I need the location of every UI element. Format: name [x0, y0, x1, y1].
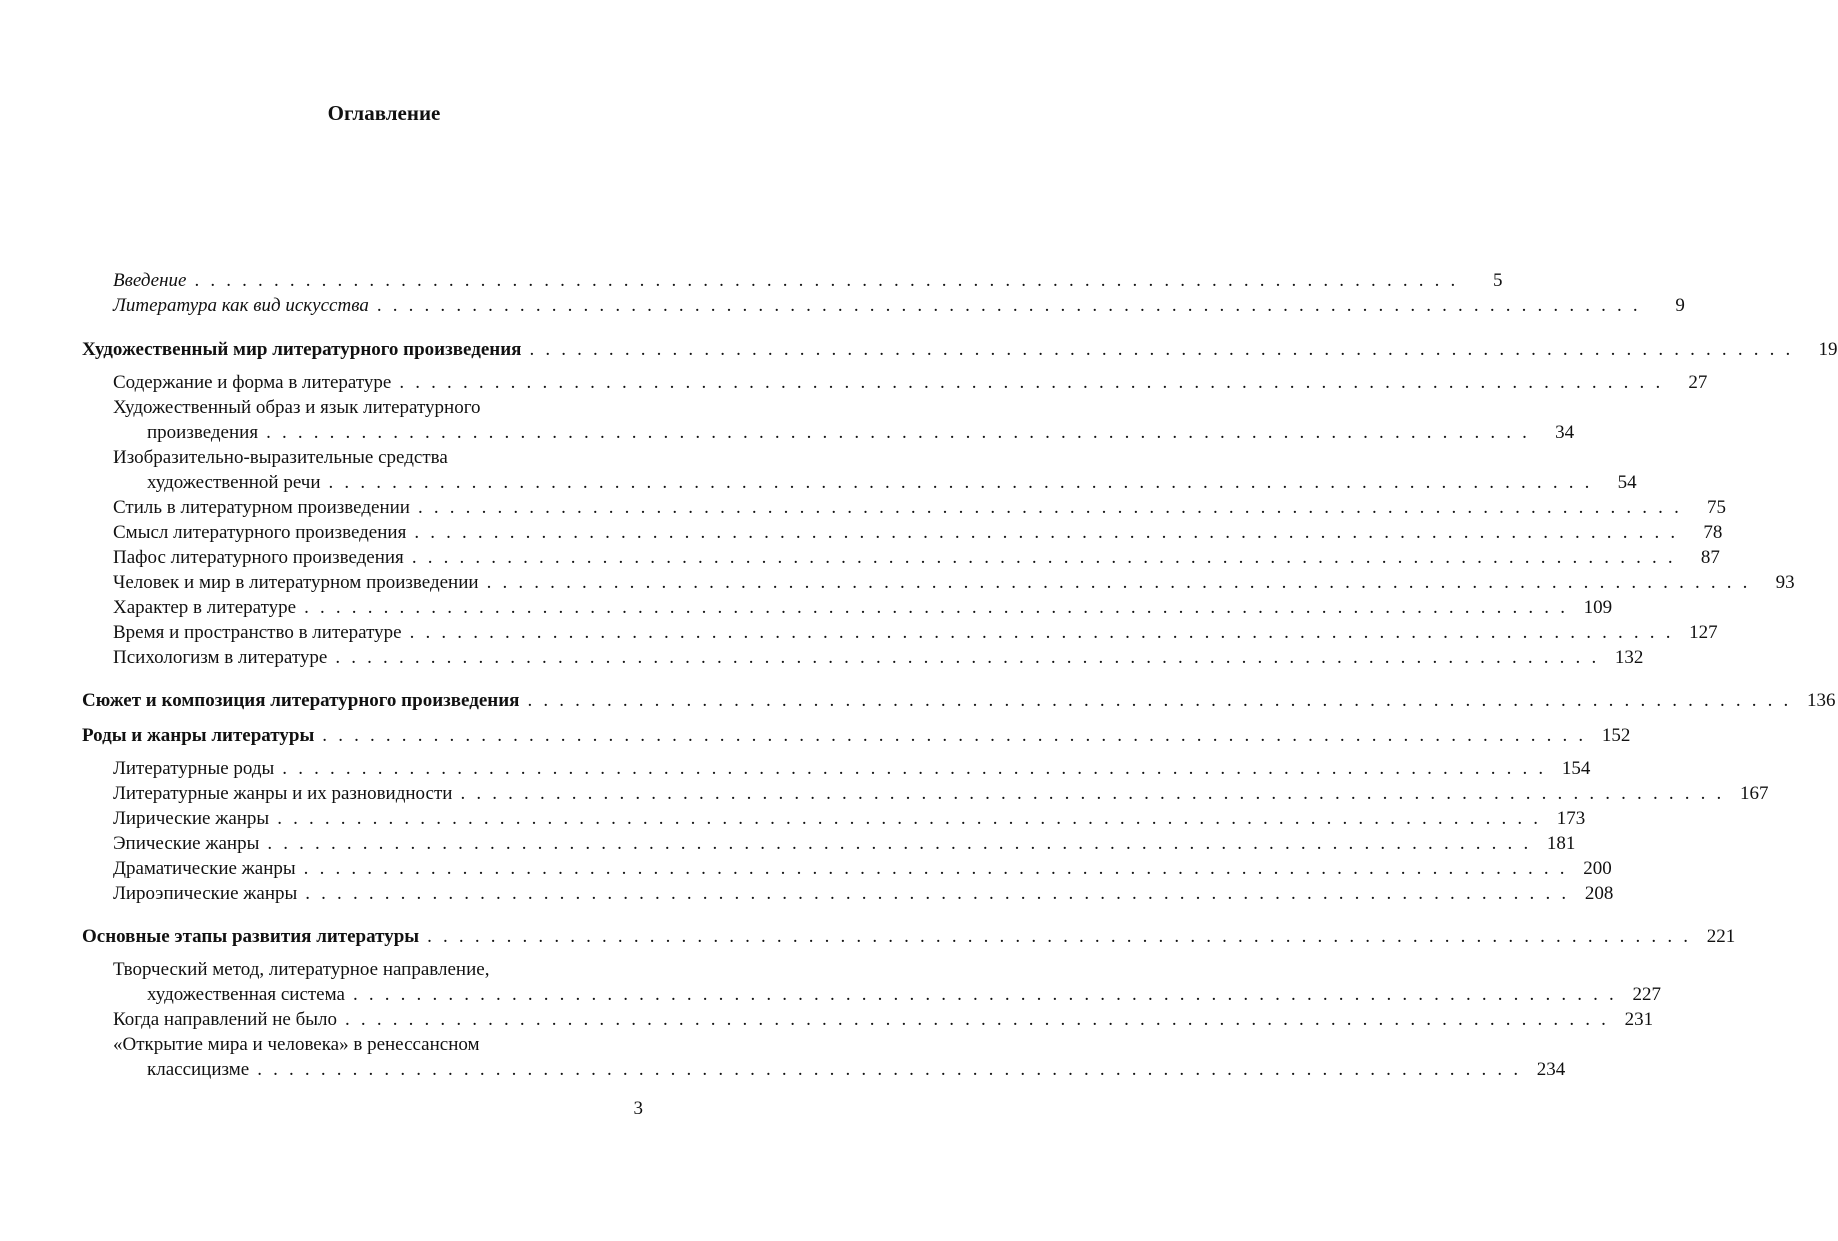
dot-leader: . . . . . . . . . . . . . . . . . . . . . . . . . . . . . . . . . . . . . . . . . . . . . . . . . . . . . . . . . . . . . . . . . . . . . . . . . . . . . . . . — [335, 647, 1600, 668]
toc-entry-page: 181 — [1546, 833, 1576, 854]
toc-entry-page: 34 — [1555, 422, 1575, 443]
toc-entry-title: Литературные жанры и их разновидности — [113, 783, 453, 804]
dot-leader: . . . . . . . . . . . . . . . . . . . . . . . . . . . . . . . . . . . . . . . . . . . . . . . . . . . . . . . . . . . . . . . . . . . . . . . . . . . . . . . . — [352, 984, 1618, 1005]
toc-entry-title: Смысл литературного произведения — [113, 522, 407, 543]
toc-entry-title: Содержание и форма в литературе — [113, 372, 392, 393]
toc-entry-page: 109 — [1583, 597, 1613, 618]
toc-entry-page: 200 — [1583, 858, 1612, 879]
toc-entry-page: 54 — [1617, 472, 1637, 493]
dot-leader: . . . . . . . . . . . . . . . . . . . . . . . . . . . . . . . . . . . . . . . . . . . . . . . . . . . . . . . . . . . . . . . . . . . . . . . . . . . . . . . . — [527, 690, 1792, 711]
toc-entry-page: 127 — [1689, 622, 1718, 643]
toc-entry-title: Лироэпические жанры — [113, 883, 298, 904]
dot-leader: . . . . . . . . . . . . . . . . . . . . . . . . . . . . . . . . . . . . . . . . . . . . . . . . . . . . . . . . . . . . . . . . . . . . . . . . . . . . . . . . — [417, 497, 1683, 518]
toc-entry-title: Основные этапы развития литературы — [82, 926, 420, 947]
toc-entry-title: Пафос литературного произведения — [113, 547, 404, 568]
toc-entry-page: 78 — [1703, 522, 1723, 543]
toc-entry-title: Введение — [113, 270, 187, 291]
toc-entry-title: Творческий метод, литературное направление, — [113, 959, 490, 980]
dot-leader: . . . . . . . . . . . . . . . . . . . . . . . . . . . . . . . . . . . . . . . . . . . . . . . . . . . . . . . . . . . . . . . . . . . . . . . . . . . . . . . . — [322, 725, 1587, 746]
toc-entry-page: 227 — [1632, 984, 1662, 1005]
page-title: Оглавление — [327, 101, 441, 125]
dot-leader: . . . . . . . . . . . . . . . . . . . . . . . . . . . . . . . . . . . . . . . . . . . . . . . . . . . . . . . . . . . . . . . . . . . . . . . . . . . . . . . . — [266, 422, 1531, 443]
toc-entry-page: 136 — [1807, 690, 1836, 711]
toc-entry-page: 5 — [1493, 270, 1503, 291]
toc-entry-title: Психологизм в литературе — [113, 647, 328, 668]
dot-leader: . . . . . . . . . . . . . . . . . . . . . . . . . . . . . . . . . . . . . . . . . . . . . . . . . . . . . . . . . . . . . . . . . . . . . . . . . . . . . . . . — [304, 597, 1569, 618]
toc-entry-page: 75 — [1707, 497, 1727, 518]
toc-entry-title: Изобразительно-выразительные средства — [113, 447, 448, 468]
dot-leader: . . . . . . . . . . . . . . . . . . . . . . . . . . . . . . . . . . . . . . . . . . . . . . . . . . . . . . . . . . . . . . . . . . . . . . . . . . . . . . . . — [486, 572, 1751, 593]
toc-entry-title: Эпические жанры — [113, 833, 260, 854]
toc-entry-title: Сюжет и композиция литературного произведения — [82, 690, 520, 711]
dot-leader: . . . . . . . . . . . . . . . . . . . . . . . . . . . . . . . . . . . . . . . . . . . . . . . . . . . . . . . . . . . . . . . . . . . . . . . . . . . . . . . . — [257, 1059, 1522, 1080]
dot-leader: . . . . . . . . . . . . . . . . . . . . . . . . . . . . . . . . . . . . . . . . . . . . . . . . . . . . . . . . . . . . . . . . . . . . . . . . . . . . . . . . — [305, 883, 1570, 904]
dot-leader: . . . . . . . . . . . . . . . . . . . . . . . . . . . . . . . . . . . . . . . . . . . . . . . . . . . . . . . . . . . . . . . . . . . . . . . . . . . . . . . . — [411, 547, 1676, 568]
toc-entry-page: 221 — [1706, 926, 1736, 947]
toc-entry-title: Когда направлений не было — [113, 1009, 338, 1030]
toc-entry-page: 234 — [1536, 1059, 1566, 1080]
toc-entry-page: 154 — [1561, 758, 1591, 779]
dot-leader: . . . . . . . . . . . . . . . . . . . . . . . . . . . . . . . . . . . . . . . . . . . . . . . . . . . . . . . . . . . . . . . . . . . . . . . . . . . . . . . . — [328, 472, 1593, 493]
dot-leader: . . . . . . . . . . . . . . . . . . . . . . . . . . . . . . . . . . . . . . . . . . . . . . . . . . . . . . . . . . . . . . . . . . . . . . . . . . . . . . . . — [460, 783, 1725, 804]
toc-entry-title: Художественный мир литературного произведения — [82, 339, 522, 360]
toc-entry-title: Литературные роды — [113, 758, 275, 779]
toc-entry-title: Драматические жанры — [113, 858, 296, 879]
toc-entry-title: Лирические жанры — [113, 808, 270, 829]
dot-leader: . . . . . . . . . . . . . . . . . . . . . . . . . . . . . . . . . . . . . . . . . . . . . . . . . . . . . . . . . . . . . . . . . . . . . . . . . . . . . . . . — [376, 295, 1641, 316]
dot-leader: . . . . . . . . . . . . . . . . . . . . . . . . . . . . . . . . . . . . . . . . . . . . . . . . . . . . . . . . . . . . . . . . . . . . . . . . . . . . . . . . — [409, 622, 1674, 643]
dot-leader: . . . . . . . . . . . . . . . . . . . . . . . . . . . . . . . . . . . . . . . . . . . . . . . . . . . . . . . . . . . . . . . . . . . . . . . . . . . . . . . . — [194, 270, 1459, 291]
toc-entry-title: художественная система — [147, 984, 345, 1005]
dot-leader: . . . . . . . . . . . . . . . . . . . . . . . . . . . . . . . . . . . . . . . . . . . . . . . . . . . . . . . . . . . . . . . . . . . . . . . . . . . . . . . . — [414, 522, 1679, 543]
dot-leader: . . . . . . . . . . . . . . . . . . . . . . . . . . . . . . . . . . . . . . . . . . . . . . . . . . . . . . . . . . . . . . . . . . . . . . . . . . . . . . . . — [282, 758, 1547, 779]
toc-entry-title: художественной речи — [147, 472, 321, 493]
toc-entry-page: 208 — [1584, 883, 1614, 904]
toc-entry-page: 27 — [1688, 372, 1708, 393]
toc-entry-title: классицизме — [147, 1059, 250, 1080]
toc-entry-page: 93 — [1775, 572, 1795, 593]
toc-entry-title: Литература как вид искусства — [113, 295, 369, 316]
dot-leader: . . . . . . . . . . . . . . . . . . . . . . . . . . . . . . . . . . . . . . . . . . . . . . . . . . . . . . . . . . . . . . . . . . . . . . . . . . . . . . . . — [303, 858, 1568, 879]
toc-entry-page: 87 — [1700, 547, 1720, 568]
dot-leader: . . . . . . . . . . . . . . . . . . . . . . . . . . . . . . . . . . . . . . . . . . . . . . . . . . . . . . . . . . . . . . . . . . . . . . . . . . . . . . . . — [529, 339, 1794, 360]
toc-entry-title: Роды и жанры литературы — [82, 725, 315, 746]
dot-leader: . . . . . . . . . . . . . . . . . . . . . . . . . . . . . . . . . . . . . . . . . . . . . . . . . . . . . . . . . . . . . . . . . . . . . . . . . . . . . . . . — [427, 926, 1692, 947]
dot-leader: . . . . . . . . . . . . . . . . . . . . . . . . . . . . . . . . . . . . . . . . . . . . . . . . . . . . . . . . . . . . . . . . . . . . . . . . . . . . . . . . — [399, 372, 1664, 393]
toc-entry-page: 19 — [1818, 339, 1838, 360]
toc-entry-page: 132 — [1614, 647, 1644, 668]
toc-entry-title: Время и пространство в литературе — [113, 622, 402, 643]
toc-entry-title: произведения — [147, 422, 259, 443]
toc-entry-title: «Открытие мира и человека» в ренессансном — [113, 1034, 480, 1055]
toc-entry-page: 9 — [1675, 295, 1685, 316]
dot-leader: . . . . . . . . . . . . . . . . . . . . . . . . . . . . . . . . . . . . . . . . . . . . . . . . . . . . . . . . . . . . . . . . . . . . . . . . . . . . . . . . — [277, 808, 1542, 829]
toc-entry-page: 152 — [1601, 725, 1631, 746]
dot-leader: . . . . . . . . . . . . . . . . . . . . . . . . . . . . . . . . . . . . . . . . . . . . . . . . . . . . . . . . . . . . . . . . . . . . . . . . . . . . . . . . — [345, 1009, 1610, 1030]
toc-entry-title: Человек и мир в литературном произведении — [113, 572, 479, 593]
toc-entry-page: 173 — [1556, 808, 1586, 829]
page-number: 3 — [633, 1098, 643, 1119]
toc-entry-page: 167 — [1740, 783, 1769, 804]
toc-entry-title: Характер в литературе — [113, 597, 297, 618]
dot-leader: . . . . . . . . . . . . . . . . . . . . . . . . . . . . . . . . . . . . . . . . . . . . . . . . . . . . . . . . . . . . . . . . . . . . . . . . . . . . . . . . — [267, 833, 1532, 854]
toc-entry-title: Стиль в литературном произведении — [113, 497, 410, 518]
toc-entry-title: Художественный образ и язык литературного — [113, 397, 481, 418]
toc-entry-page: 231 — [1624, 1009, 1654, 1030]
